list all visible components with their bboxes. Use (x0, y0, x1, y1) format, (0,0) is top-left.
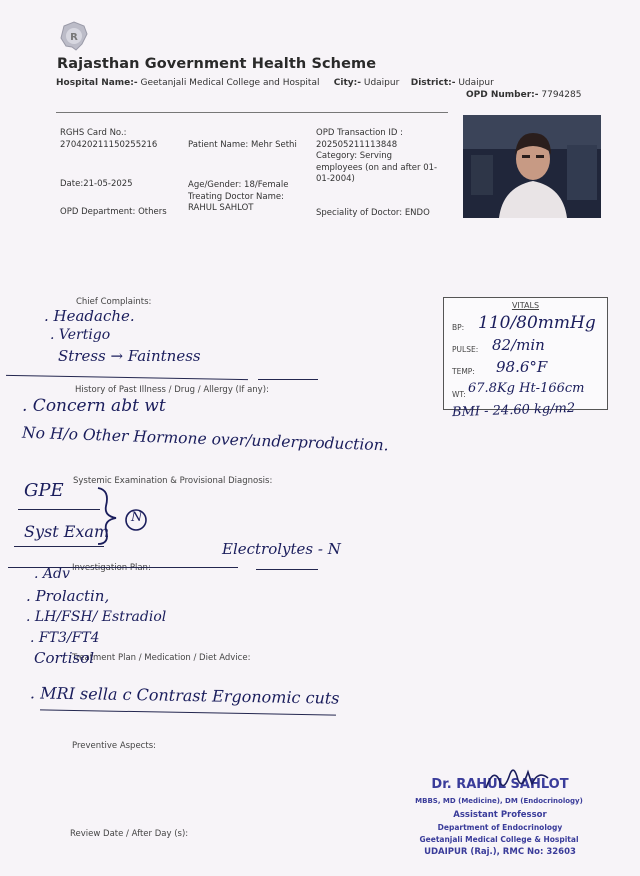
exam-normal-text: N (131, 510, 143, 525)
doctor-signature (482, 764, 552, 798)
bmi-value: BMI - 24.60 kg/m2 (451, 400, 576, 421)
age-gender-label: Age/Gender: (188, 180, 242, 190)
rghs-card (60, 128, 157, 151)
complaint-underline (6, 375, 248, 380)
doctor-label: Treating Doctor Name: (188, 191, 284, 202)
invest-3: . LH/FSH/ Estradiol (26, 609, 167, 625)
city-value: Udaipur (363, 78, 400, 88)
date-value: 21-05-2025 (83, 179, 133, 189)
stamp-department: Department of Endocrinology (437, 823, 563, 832)
temp-value: 98.6°F (496, 358, 548, 376)
speciality-label: Speciality of Doctor: (316, 208, 403, 218)
exam-2: Syst Exam (24, 522, 110, 541)
exam-2-underline (14, 546, 104, 547)
opd-department (60, 207, 167, 219)
patient-name-label: Patient Name: (188, 140, 249, 150)
wt-ht-value: 67.8Kg Ht-166cm (468, 381, 585, 396)
complaint-1: . Headache. (44, 307, 135, 325)
bp-label: BP: (452, 323, 465, 332)
exam-1-underline (18, 509, 100, 510)
city-label: City:- (333, 78, 361, 88)
rghs-label: RGHS Card No.: (60, 128, 127, 138)
history-2: No H/o Other Hormone over/underproduction. (21, 423, 389, 455)
pulse-label: PULSE: (452, 345, 479, 354)
opd-number-label: OPD Number:- (466, 90, 539, 100)
review-label: Review Date / After Day (s): (70, 829, 189, 839)
exam-3: Electrolytes - N (222, 540, 341, 558)
category-value-2: employees (on and after 01- (316, 162, 438, 173)
exam-3-underline (256, 569, 318, 570)
vitals-title: VITALS (511, 301, 540, 310)
pulse-value: 82/min (492, 336, 545, 354)
scheme-title: Rajasthan Government Health Scheme (57, 56, 377, 72)
hospital-line (56, 78, 494, 88)
opd-txn-value: 202505211113848 (316, 139, 398, 150)
wt-label: WT: (452, 390, 466, 399)
hospital-value: Geetanjali Medical College and Hospital (140, 78, 320, 88)
treatment-underline (40, 709, 336, 715)
opd-txn-label: OPD Transaction ID : (316, 128, 404, 138)
age-gender-value: 18/Female (244, 180, 289, 190)
stamp-name: Dr. RAHUL SAHLOT (431, 777, 569, 792)
category-value-3: 01-2004) (316, 174, 355, 184)
patient-name-value: Mehr Sethi (250, 140, 297, 150)
svg-text:R: R (70, 32, 78, 43)
doctor-value: RAHUL SAHLOT (188, 203, 254, 213)
treatment-label: Treatment Plan / Medication / Diet Advice: (72, 653, 251, 663)
category-label: Category: (316, 151, 358, 161)
investigation-label: Investigation Plan: (72, 563, 151, 573)
complaint-3: Stress → Faintness (58, 347, 201, 365)
complaint-2: . Vertigo (50, 327, 111, 343)
department-value: Others (138, 207, 167, 217)
stamp-location: UDAIPUR (Raj.), RMC No: 32603 (424, 847, 576, 857)
complaint-underline-2 (258, 379, 318, 380)
hospital-label: Hospital Name:- (56, 78, 138, 88)
preventive-label: Preventive Aspects: (72, 741, 156, 751)
stamp-qualification: MBBS, MD (Medicine), DM (Endocrinology) (415, 797, 583, 805)
department-label: OPD Department: (60, 207, 136, 217)
header-divider (56, 112, 448, 113)
district-label: District:- (410, 78, 456, 88)
exam-1: GPE (24, 480, 64, 501)
opd-transaction (316, 128, 444, 186)
invest-1: . Adv (34, 566, 70, 582)
invest-2: . Prolactin, (26, 587, 110, 605)
bp-value: 110/80mmHg (478, 313, 596, 333)
opd-number (466, 90, 581, 100)
date-label: Date: (60, 179, 84, 189)
stamp-designation: Assistant Professor (453, 810, 547, 820)
rghs-logo (58, 20, 90, 52)
age-gender-doctor (188, 180, 288, 215)
doctor-speciality (316, 208, 430, 220)
chief-complaints-label: Chief Complaints: (76, 297, 152, 307)
invest-5: Cortisol (34, 649, 95, 667)
history-label: History of Past Illness / Drug / Allergy (If any): (75, 385, 269, 395)
history-1: . Concern abt wt (22, 396, 166, 416)
systemic-exam-label: Systemic Examination & Provisional Diagnosis: (73, 476, 273, 486)
stamp-hospital: Geetanjali Medical College & Hospital (419, 835, 579, 844)
speciality-value: ENDO (404, 208, 430, 218)
category (316, 151, 444, 163)
treatment-1: . MRI sella c Contrast Ergonomic cuts (29, 683, 340, 708)
district-value: Udaipur (458, 78, 494, 88)
category-value-1: Serving (359, 151, 393, 161)
patient-name (188, 140, 297, 152)
patient-photo (463, 115, 601, 218)
opd-number-value: 7794285 (541, 90, 582, 100)
visit-date (60, 179, 133, 191)
rghs-value: 270420211150255216 (60, 139, 158, 150)
temp-label: TEMP: (452, 367, 475, 376)
invest-4: . FT3/FT4 (30, 630, 100, 646)
